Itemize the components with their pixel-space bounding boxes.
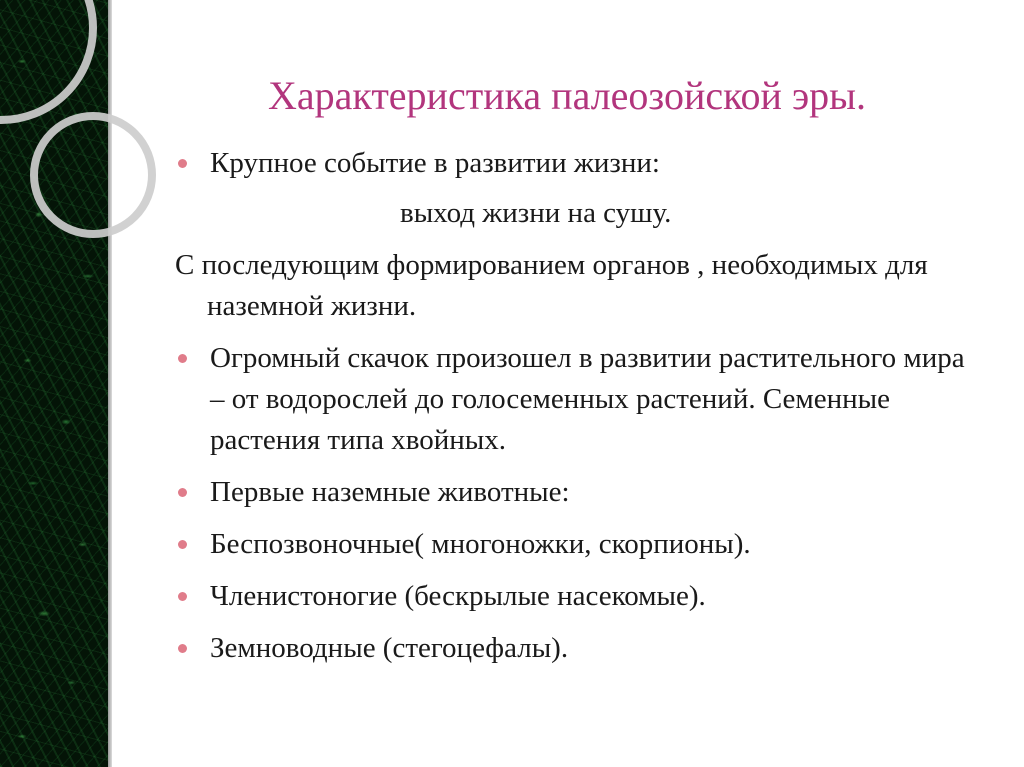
list-item [178, 472, 968, 513]
bullet-dot-icon [178, 592, 187, 601]
list-item [178, 576, 968, 617]
bullet-dot-icon [178, 488, 187, 497]
list-item [178, 143, 968, 184]
slide-title: Характеристика палеозойской эры. [268, 73, 866, 118]
slide-content [175, 143, 968, 680]
list-item-text: Членистоногие (бескрылые насекомые). [210, 580, 706, 612]
list-item [175, 245, 968, 327]
list-item [178, 193, 968, 234]
list-item [178, 338, 968, 461]
list-item [178, 524, 968, 565]
bullet-dot-icon [178, 644, 187, 653]
list-item-text: Крупное событие в развитии жизни: [210, 147, 660, 179]
list-item-text: Первые наземные животные: [210, 476, 570, 508]
decorative-ring-small [30, 112, 156, 238]
bullet-dot-icon [178, 159, 187, 168]
list-item-text: С последующим формированием органов , необходимых для наземной жизни. [175, 249, 928, 322]
bullet-dot-icon [178, 354, 187, 363]
list-item-text: выход жизни на сушу. [400, 197, 672, 229]
list-item-text: Огромный скачок произошел в развитии растительного мира – от водорослей до голосеменных растений. Семенные растения типа хвойных. [210, 342, 965, 456]
list-item-text: Земноводные (стегоцефалы). [210, 632, 569, 664]
list-item-text: Беспозвоночные( многоножки, скорпионы). [210, 528, 751, 560]
bullet-dot-icon [178, 540, 187, 549]
list-item [178, 628, 968, 669]
